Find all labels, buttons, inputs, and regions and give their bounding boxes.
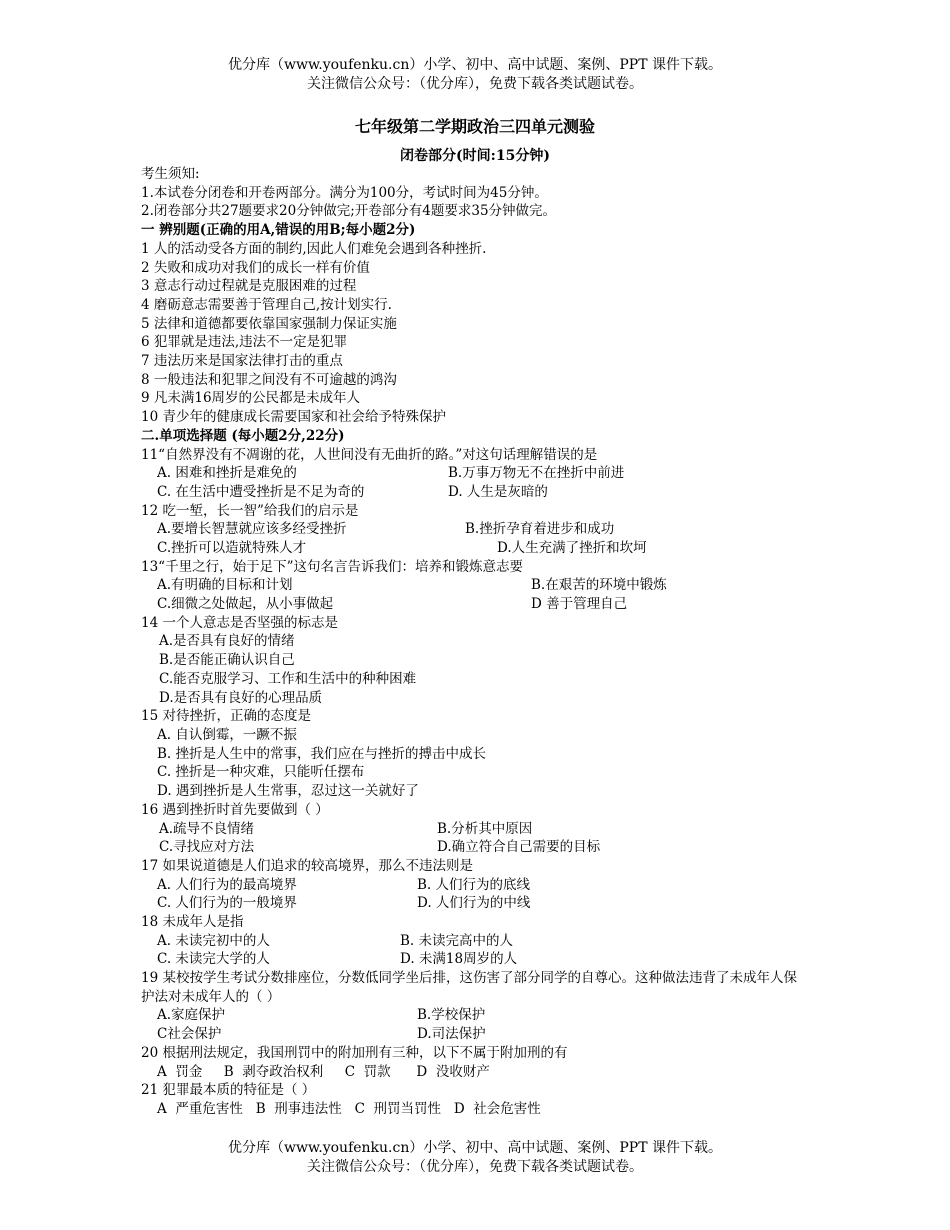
question-20-stem: 20 根据刑法规定，我国刑罚中的附加刑有三种，以下不属于附加刑的有 [141, 1044, 568, 1061]
judgment-item: 6 犯罪就是违法,违法不一定是犯罪 [141, 334, 348, 351]
question-20-options: A 罚金 B 剥夺政治权利 C 罚款 D 没收财产 [157, 1063, 490, 1080]
option-c: C. 挫折是一种灾难，只能听任摆布 [157, 764, 365, 781]
question-18-stem: 18 未成年人是指 [141, 913, 244, 930]
option-a: A. 未读完初中的人 [157, 932, 270, 949]
option-d: D. 人生是灰暗的 [448, 483, 548, 500]
option-a: A.疏导不良情绪 [159, 820, 255, 837]
question-12-options-row-1 [141, 520, 821, 539]
option-b: B. 人们行为的底线 [417, 876, 531, 893]
option-a: A. 自认倒霉，一蹶不振 [157, 727, 297, 743]
page-header [0, 56, 950, 94]
option-a: A. 人们行为的最高境界 [157, 876, 297, 893]
notice-label: 考生须知: [141, 166, 200, 182]
option-d: D.确立符合自己需要的目标 [437, 839, 601, 856]
option-c: C.挫折可以造就特殊人才 [157, 540, 307, 557]
option-c: C. 人们行为的一般境界 [157, 895, 297, 912]
question-11-options-row-2 [141, 483, 821, 502]
judgment-item: 8 一般违法和犯罪之间没有不可逾越的鸿沟 [141, 371, 397, 388]
option-d: D. 遇到挫折是人生常事，忍过这一关就好了 [157, 783, 419, 800]
question-19-options-row-1 [141, 1006, 821, 1025]
question-16-options-row-2 [141, 838, 821, 857]
option-d: D. 人们行为的中线 [417, 895, 531, 912]
question-18-options-row-1 [141, 932, 821, 951]
document-title: 七年级第二学期政治三四单元测验 [354, 117, 595, 136]
judgment-item: 2 失败和成功对我们的成长一样有价值 [141, 259, 370, 276]
judgment-item: 10 青少年的健康成长需要国家和社会给予特殊保护 [141, 409, 446, 426]
judgment-item: 7 违法历来是国家法律打击的重点 [141, 353, 343, 370]
question-13-stem: 13“千里之行，始于足下”这句名言告诉我们：培养和锻炼意志要 [141, 558, 523, 575]
option-a: A. 困难和挫折是难免的 [157, 465, 297, 482]
option-d: D. 未满18周岁的人 [400, 951, 518, 968]
question-12-options-row-2 [141, 539, 821, 558]
question-17-stem: 17 如果说道德是人们追求的较高境界，那么不违法则是 [141, 857, 473, 874]
option-d: D 善于管理自己 [531, 596, 628, 613]
option-c: C.寻找应对方法 [159, 839, 255, 856]
option-b: B.挫折孕育着进步和成功 [465, 521, 615, 538]
question-11-stem: 11“自然界没有不凋谢的花，人世间没有无曲折的路。”对这句话理解错误的是 [141, 446, 598, 463]
option-b: B.分析其中原因 [437, 820, 533, 837]
question-16-options-row-1 [141, 820, 821, 839]
page-footer [0, 1139, 950, 1177]
option-a: A.要增长智慧就应该多经受挫折 [157, 521, 347, 538]
option-b: B.万事万物无不在挫折中前进 [448, 465, 625, 482]
header-line-1: 优分库（www.youfenku.cn）小学、初中、高中试题、案例、PPT 课件下载。 [227, 57, 722, 73]
section-2-heading: 二.单项选择题 (每小题2分,22分) [141, 427, 345, 444]
option-b: B. 挫折是人生中的常事，我们应在与挫折的搏击中成长 [157, 745, 487, 762]
question-16-stem: 16 遇到挫折时首先要做到（ ） [141, 801, 329, 818]
option-b: B.在艰苦的环境中锻炼 [531, 577, 667, 594]
option-d: D.司法保护 [417, 1026, 486, 1043]
option-c: C.细微之处做起，从小事做起 [157, 596, 334, 613]
judgment-item: 1 人的活动受各方面的制约,因此人们难免会遇到各种挫折. [141, 240, 487, 257]
option-a: A.家庭保护 [157, 1007, 226, 1024]
question-21-options: A 严重危害性 B 刑事违法性 C 刑罚当罚性 D 社会危害性 [157, 1100, 541, 1117]
question-11-options-row-1 [141, 464, 821, 483]
question-13-options-row-2 [141, 595, 821, 614]
question-14-stem: 14 一个人意志是否坚强的标志是 [141, 614, 338, 631]
footer-line-1: 优分库（www.youfenku.cn）小学、初中、高中试题、案例、PPT 课件下载。 [227, 1140, 722, 1156]
judgment-item: 4 磨砺意志需要善于管理自己,按计划实行. [141, 296, 392, 313]
option-c: C. 在生活中遭受挫折是不足为奇的 [157, 483, 365, 500]
judgment-item: 9 凡未满16周岁的公民都是未成年人 [141, 390, 361, 407]
section-1-heading: 一 辨别题(正确的用A,错误的用B;每小题2分) [141, 222, 416, 239]
question-12-stem: 12 吃一堑，长一智”给我们的启示是 [141, 502, 359, 519]
option-b: B. 未读完高中的人 [400, 932, 514, 949]
question-21-stem: 21 犯罪最本质的特征是（ ） [141, 1082, 316, 1099]
question-18-options-row-2 [141, 950, 821, 969]
question-13-options-row-1 [141, 576, 821, 595]
document-body [141, 165, 821, 1119]
judgment-item: 3 意志行动过程就是克服困难的过程 [141, 278, 357, 295]
question-19-stem: 19 某校按学生考试分数排座位，分数低同学坐后排，这伤害了部分同学的自尊心。这种做法违背了未成年人保护法对未成年人的（ ） [141, 970, 797, 1005]
question-17-options-row-1 [141, 876, 821, 895]
option-a: A.是否具有良好的情绪 [159, 633, 295, 650]
option-c: C.能否克服学习、工作和生活中的种种困难 [159, 670, 417, 687]
footer-line-2: 关注微信公众号：（优分库），免费下载各类试题试卷。 [307, 1159, 643, 1175]
option-b: B.是否能正确认识自己 [159, 652, 295, 669]
question-15-stem: 15 对待挫折，正确的态度是 [141, 708, 311, 725]
option-b: B.学校保护 [417, 1007, 486, 1024]
notice-item: 2.闭卷部分共27题要求20分钟做完;开卷部分有4题要求35分钟做完。 [141, 203, 557, 220]
header-line-2: 关注微信公众号：（优分库），免费下载各类试题试卷。 [307, 76, 643, 92]
option-a: A.有明确的目标和计划 [157, 577, 293, 594]
document-subtitle: 闭卷部分(时间:15分钟) [400, 148, 550, 164]
option-c: C社会保护 [157, 1026, 222, 1043]
judgment-item: 5 法律和道德都要依靠国家强制力保证实施 [141, 315, 397, 332]
option-c: C. 未读完大学的人 [157, 951, 270, 968]
question-19-options-row-2 [141, 1025, 821, 1044]
notice-item: 1.本试卷分闭卷和开卷两部分。满分为100分，考试时间为45分钟。 [141, 184, 548, 201]
option-d: D.人生充满了挫折和坎坷 [497, 540, 647, 557]
option-d: D.是否具有良好的心理品质 [159, 689, 323, 706]
question-17-options-row-2 [141, 894, 821, 913]
